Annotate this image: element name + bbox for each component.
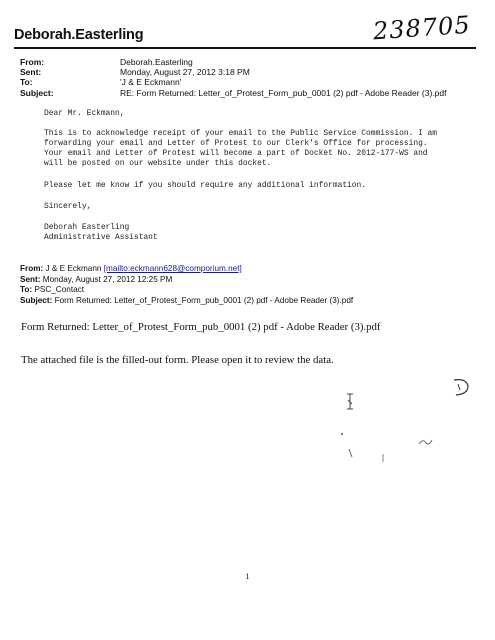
meta-value: 'J & E Eckmann' [120, 77, 182, 88]
signature-title: Administrative Assistant [44, 233, 158, 242]
header-divider [14, 47, 476, 49]
fwd-key: Sent: [20, 274, 41, 284]
scan-mark-line [380, 452, 386, 464]
reply-metadata [20, 57, 446, 98]
fwd-subject-row [20, 296, 353, 307]
fwd-to-row [20, 285, 353, 296]
reply-paragraph-line: This is to acknowledge receipt of your email to the Public Service Commission. I am [44, 129, 438, 138]
fwd-key: To: [20, 285, 33, 294]
scan-mark-tick [346, 446, 360, 460]
original-message-body: The attached file is the filled-out form. Please open it to review the data. [21, 354, 334, 366]
scan-mark-smudge [417, 436, 435, 448]
fwd-from-name: J & E Eckmann [45, 264, 102, 273]
fwd-from-row [20, 264, 353, 275]
reply-greeting: Dear Mr. Eckmann, [44, 109, 125, 118]
scan-mark-scribble [448, 376, 474, 398]
scan-mark-glyph [344, 392, 356, 412]
reply-paragraph-2: Please let me know if you should require any additional information. [44, 181, 366, 190]
fwd-to-value: PSC_Contact [34, 285, 85, 294]
meta-row-sent [20, 67, 446, 77]
page-number: 1 [245, 572, 250, 581]
sender-header-name: Deborah.Easterling [14, 27, 144, 43]
meta-value: Monday, August 27, 2012 3:18 PM [120, 67, 250, 78]
reply-paragraph-line: Your email and Letter of Protest will become a part of Docket No. 2012-177-WS and [44, 149, 428, 158]
original-message-title: Form Returned: Letter_of_Protest_Form_pub_0001 (2) pdf - Adobe Reader (3).pdf [21, 321, 381, 333]
reply-paragraph-line: forwarding your email and Letter of Protest to our Clerk's Office for processing. [44, 139, 428, 148]
meta-row-to [20, 77, 446, 87]
meta-key: Subject: [20, 87, 54, 98]
meta-row-from [20, 57, 446, 67]
meta-key: Sent: [20, 67, 42, 78]
fwd-key: Subject: [20, 295, 53, 305]
fwd-subject-value: Form Returned: Letter_of_Protest_Form_pub_0001 (2) pdf - Adobe Reader (3).pdf [54, 295, 354, 305]
handwritten-docket-number: 238705 [372, 10, 472, 46]
meta-value: RE: Form Returned: Letter_of_Protest_Form_pub_0001 (2) pdf - Adobe Reader (3).pdf [120, 87, 447, 98]
meta-value: Deborah.Easterling [120, 57, 193, 67]
scan-mark-dot [338, 430, 346, 438]
signature-name: Deborah Easterling [44, 223, 130, 232]
fwd-sent-row [20, 275, 353, 286]
reply-paragraph-line: will be posted on our website under this docket. [44, 159, 272, 168]
forwarded-header [20, 264, 353, 306]
meta-key: To: [20, 77, 33, 88]
meta-row-subject [20, 88, 446, 98]
mailto-link[interactable]: [mailto:eckmann628@comporium.net] [103, 264, 242, 273]
fwd-sent-value: Monday, August 27, 2012 12:25 PM [42, 274, 173, 284]
reply-closing: Sincerely, [44, 202, 92, 211]
meta-key: From: [20, 57, 45, 67]
fwd-key: From: [20, 264, 44, 273]
